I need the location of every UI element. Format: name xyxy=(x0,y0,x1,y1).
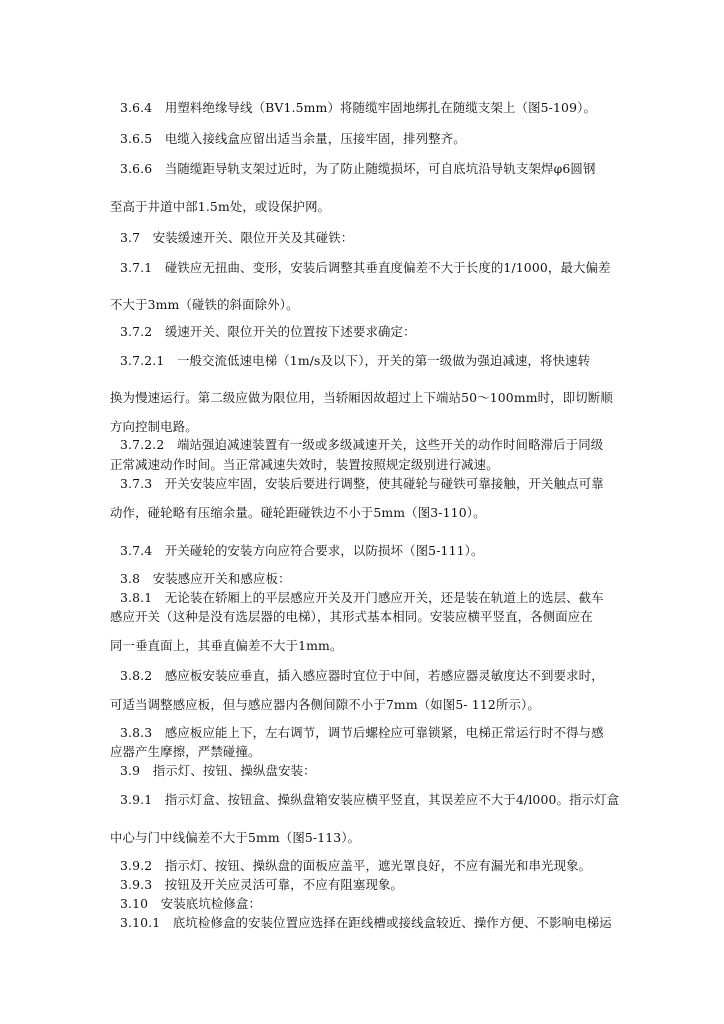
text-line: 3.7.2.2 端站强迫减速装置有一级或多级减速开关，这些开关的动作时间略滞后于同级 xyxy=(120,437,604,452)
text-line: 不大于3mm（碰铁的斜面除外）。 xyxy=(110,297,299,312)
text-line: 中心与门中线偏差不大于5mm（图5-113）。 xyxy=(110,830,361,845)
text-line: 3.7 安装缓速开关、限位开关及其碰铁： xyxy=(120,230,354,245)
text-line: 正常减速动作时间。当正常减速失效时，装置按照规定级别进行减速。 xyxy=(110,457,499,472)
text-line: 3.7.2 缓速开关、限位开关的位置按下述要求确定： xyxy=(120,324,416,339)
text-line: 3.8.2 感应板安装应垂直，插入感应器时宜位于中间，若感应器灵敏度达不到要求时， xyxy=(120,668,604,683)
text-line: 3.9.2 指示灯、按钮、操纵盘的面板应盖平，遮光罩良好，不应有漏光和串光现象。 xyxy=(120,858,592,873)
text-line: 3.6.4 用塑料绝缘导线（BV1.5mm）将随缆牢固地绑扎在随缆支架上（图5-109）。 xyxy=(120,100,596,115)
text-line: 3.7.3 开关安装应牢固，安装后要进行调整，使其碰轮与碰铁可靠接触，开关触点可靠 xyxy=(120,476,604,491)
text-line: 可适当调整感应板，但与感应器内各侧间隙不小于7mm（如图5- 112所示）。 xyxy=(110,697,540,712)
text-line: 3.9.1 指示灯盒、按钮盒、操纵盘箱安装应横平竖直，其误差应不大于4/l000。指示灯盒 xyxy=(120,792,620,807)
text-line: 3.7.2.1 一般交流低速电梯（1m/s及以下），开关的第一级做为强迫减速，将快速转 xyxy=(120,353,591,368)
text-line: 换为慢速运行。第二级应做为限位用，当轿厢因故超过上下端站50～100mm时，即切断顺 xyxy=(110,390,613,405)
text-line: 3.6.6 当随缆距导轨支架过近时，为了防止随缆损坏，可自底坑沿导轨支架焊φ6圆钢 xyxy=(120,161,596,176)
text-line: 3.7.4 开关碰轮的安装方向应符合要求，以防损坏（图5-111）。 xyxy=(120,543,484,558)
text-line: 3.8.1 无论装在轿厢上的平层感应开关及开门感应开关，还是装在轨道上的选层、截车 xyxy=(120,590,604,605)
text-line: 3.6.5 电缆入接线盒应留出适当余量，压接牢固，排列整齐。 xyxy=(120,131,466,146)
text-line: 至高于井道中部1.5m处，或设保护网。 xyxy=(110,199,331,214)
text-line: 3.9 指示灯、按钮、操纵盘安装： xyxy=(120,763,316,778)
text-line: 3.10.1 底坑检修盒的安装位置应选择在距线槽或接线盒较近、操作方便、不影响电梯运 xyxy=(120,915,612,930)
text-line: 3.10 安装底坑检修盒： xyxy=(120,896,262,911)
text-line: 同一垂直面上，其垂直偏差不大于1mm。 xyxy=(110,638,343,653)
text-line: 3.8 安装感应开关和感应板： xyxy=(120,571,291,586)
text-line: 3.7.1 碰铁应无扭曲、变形，安装后调整其垂直度偏差不大于长度的1/1000，最大偏差 xyxy=(120,260,611,275)
text-line: 应器产生摩擦，严禁碰撞。 xyxy=(110,744,261,759)
text-line: 动作，碰轮略有压缩余量。碰轮距碰铁边不小于5mm（图3-110）。 xyxy=(110,505,486,520)
text-line: 感应开关（这种是没有选层器的电梯），其形式基本相同。安装应横平竖直，各侧面应在 xyxy=(110,609,593,624)
text-line: 3.8.3 感应板应能上下，左右调节，调节后螺栓应可靠锁紧，电梯正常运行时不得与感 xyxy=(120,725,604,740)
text-line: 3.9.3 按钮及开关应灵活可靠，不应有阻塞现象。 xyxy=(120,877,404,892)
text-line: 方向控制电路。 xyxy=(110,419,198,434)
